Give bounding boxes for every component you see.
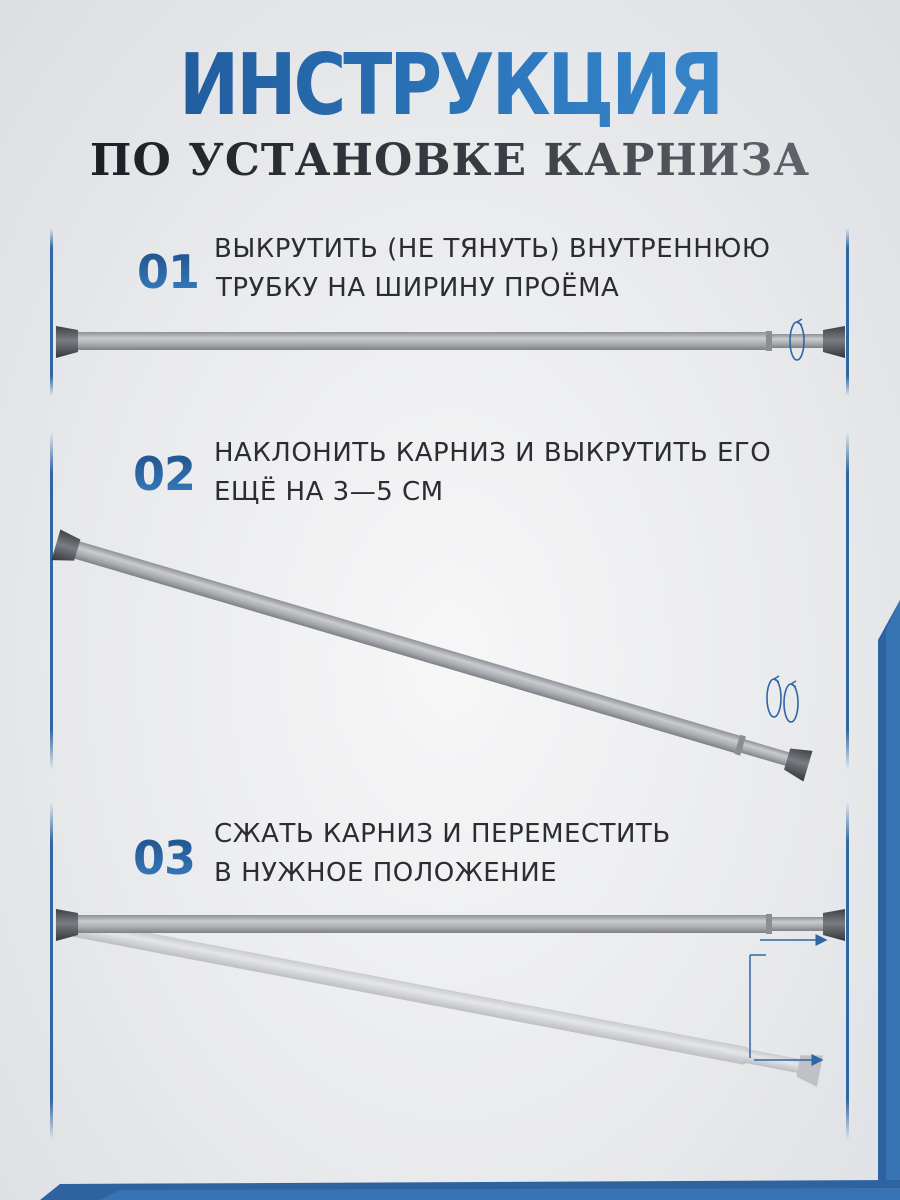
curtain-rod-1 (56, 326, 845, 358)
wall-left-line-2 (50, 432, 53, 770)
wall-right-line-1 (846, 228, 849, 396)
wall-right-line-3 (846, 802, 849, 1140)
wall-left-line-3 (50, 802, 53, 1140)
step-1-line-1: ВЫКРУТИТЬ (НЕ ТЯНУТЬ) ВНУТРЕННЮЮ (214, 234, 771, 264)
step-2-line-2: ЕЩЁ НА 3—5 СМ (214, 477, 444, 507)
wall-right-line-2 (846, 432, 849, 770)
wall-left-line-1 (50, 228, 53, 396)
step-2-number: 02 (133, 447, 196, 501)
step-3-number: 03 (133, 831, 196, 885)
page-title: ИНСТРУКЦИЯ (0, 42, 900, 127)
step-2-line-1: НАКЛОНИТЬ КАРНИЗ И ВЫКРУТИТЬ ЕГО (214, 438, 772, 468)
decorative-corner-bottom (0, 1180, 900, 1200)
curtain-rod-2 (51, 529, 812, 781)
step-3-line-1: СЖАТЬ КАРНИЗ И ПЕРЕМЕСТИТЬ (214, 819, 671, 849)
move-arrow-icon (750, 940, 826, 1060)
curtain-rod-3-ghost (68, 913, 822, 1087)
page-subtitle: ПО УСТАНОВКЕ КАРНИЗА (0, 135, 900, 186)
step-1-line-2: ТРУБКУ НА ШИРИНУ ПРОЁМА (216, 273, 620, 303)
step-1-number: 01 (137, 245, 200, 299)
decorative-corner-right (878, 600, 900, 1200)
rotate-arrow-icon-double (767, 676, 798, 722)
curtain-rod-3 (56, 909, 845, 941)
step-3-line-2: В НУЖНОЕ ПОЛОЖЕНИЕ (214, 858, 558, 888)
